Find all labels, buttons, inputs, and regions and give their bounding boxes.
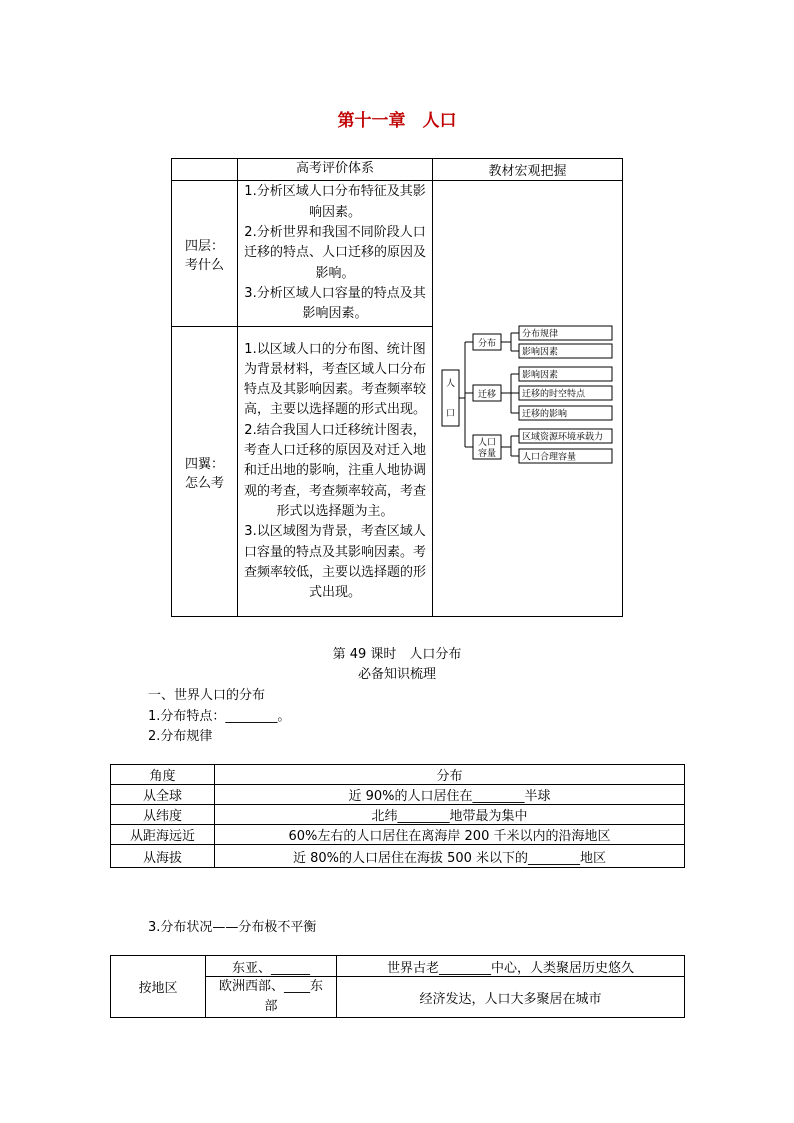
leaf-label: 影响因素	[522, 370, 559, 380]
angle-cell: 从纬度	[111, 805, 215, 825]
evaluation-table	[171, 158, 623, 617]
section-heading: 一、世界人口的分布	[148, 688, 266, 703]
mind-map-root: 人	[445, 378, 456, 389]
table-header-empty	[172, 159, 238, 181]
distribution-cell: 60%左右的人口居住在离海岸 200 千米以内的沿海地区	[215, 825, 685, 845]
table-header-angle: 角度	[111, 765, 215, 785]
branch-label: 人口	[477, 437, 497, 448]
region-cell: 东亚、______	[206, 956, 337, 977]
table-row	[111, 845, 685, 868]
branch-label: 容量	[477, 448, 497, 459]
distribution-rule-table	[110, 764, 685, 868]
how-item: 2.结合我国人口迁移统计图表，考查人口迁移的原因及对迁入地和迁出地的影响，注重人地协调观的考查，考查频率较高，考查形式以选择题为主。	[244, 422, 427, 519]
distribution-cell: 近 90%的人口居住在________半球	[215, 785, 685, 805]
what-items	[238, 181, 433, 327]
leaf-label: 迁移的影响	[522, 409, 568, 419]
table-row	[111, 956, 685, 977]
leaf-label: 影响因素	[522, 347, 559, 357]
distribution-cell: 北纬________地带最为集中	[215, 805, 685, 825]
mind-map-cell	[433, 181, 623, 617]
row-label-what: 四层： 考什么	[172, 181, 238, 327]
leaf-label: 迁移的时空特点	[522, 389, 586, 399]
angle-cell: 从全球	[111, 785, 215, 805]
table-row	[111, 785, 685, 805]
what-item: 3.分析区域人口容量的特点及其影响因素。	[244, 285, 426, 322]
region-desc: 世界古老________中心，人类聚居历史悠久	[337, 956, 685, 977]
what-item: 2.分析世界和我国不同阶段人口迁移的特点、人口迁移的原因及影响。	[244, 225, 427, 281]
table-row	[111, 825, 685, 845]
distribution-cell: 近 80%的人口居住在海拔 500 米以下的________地区	[215, 845, 685, 868]
angle-cell: 从海拔	[111, 845, 215, 868]
item-distribution-rule: 2.分布规律	[148, 729, 213, 744]
branch-label: 分布	[477, 338, 497, 349]
angle-cell: 从距海远近	[111, 825, 215, 845]
how-item: 3.以区域图为背景，考查区域人口容量的特点及其影响因素。考查频率较低，主要以选择题的形式出现。	[244, 524, 427, 601]
region-label: 按地区	[111, 956, 206, 1018]
table-header-textbook: 教材宏观把握	[433, 159, 623, 181]
leaf-label: 人口合理容量	[522, 452, 577, 462]
lesson-subtitle: 必备知识梳理	[357, 667, 436, 682]
leaf-label: 区域资源环境承载力	[522, 432, 604, 442]
lesson-title: 第 49 课时 人口分布	[332, 647, 462, 662]
how-item: 1.以区域人口的分布图、统计图为背景材料，考查区域人口分布特点及其影响因素。考查频率较高，主要以选择题的形式出现。	[244, 341, 427, 418]
table-row	[111, 805, 685, 825]
branch-label: 迁移	[477, 389, 497, 400]
region-cell: 欧洲西部、____东部	[206, 977, 337, 1018]
leaf-label: 分布规律	[522, 329, 559, 339]
item-distribution-feature: 1.分布特点：________。	[148, 709, 291, 724]
mind-map-diagram	[433, 324, 622, 474]
region-table	[110, 955, 685, 1018]
what-item: 1.分析区域人口分布特征及其影响因素。	[244, 184, 426, 220]
table-header-evaluation: 高考评价体系	[238, 159, 433, 181]
chapter-title: 第十一章 人口	[337, 111, 457, 131]
region-desc: 经济发达，人口大多聚居在城市	[337, 977, 685, 1018]
how-items	[238, 327, 433, 617]
table-header-distribution: 分布	[215, 765, 685, 785]
row-label-how: 四翼： 怎么考	[172, 327, 238, 617]
item-distribution-status: 3.分布状况——分布极不平衡	[148, 920, 317, 935]
mind-map-root: 口	[445, 408, 456, 419]
